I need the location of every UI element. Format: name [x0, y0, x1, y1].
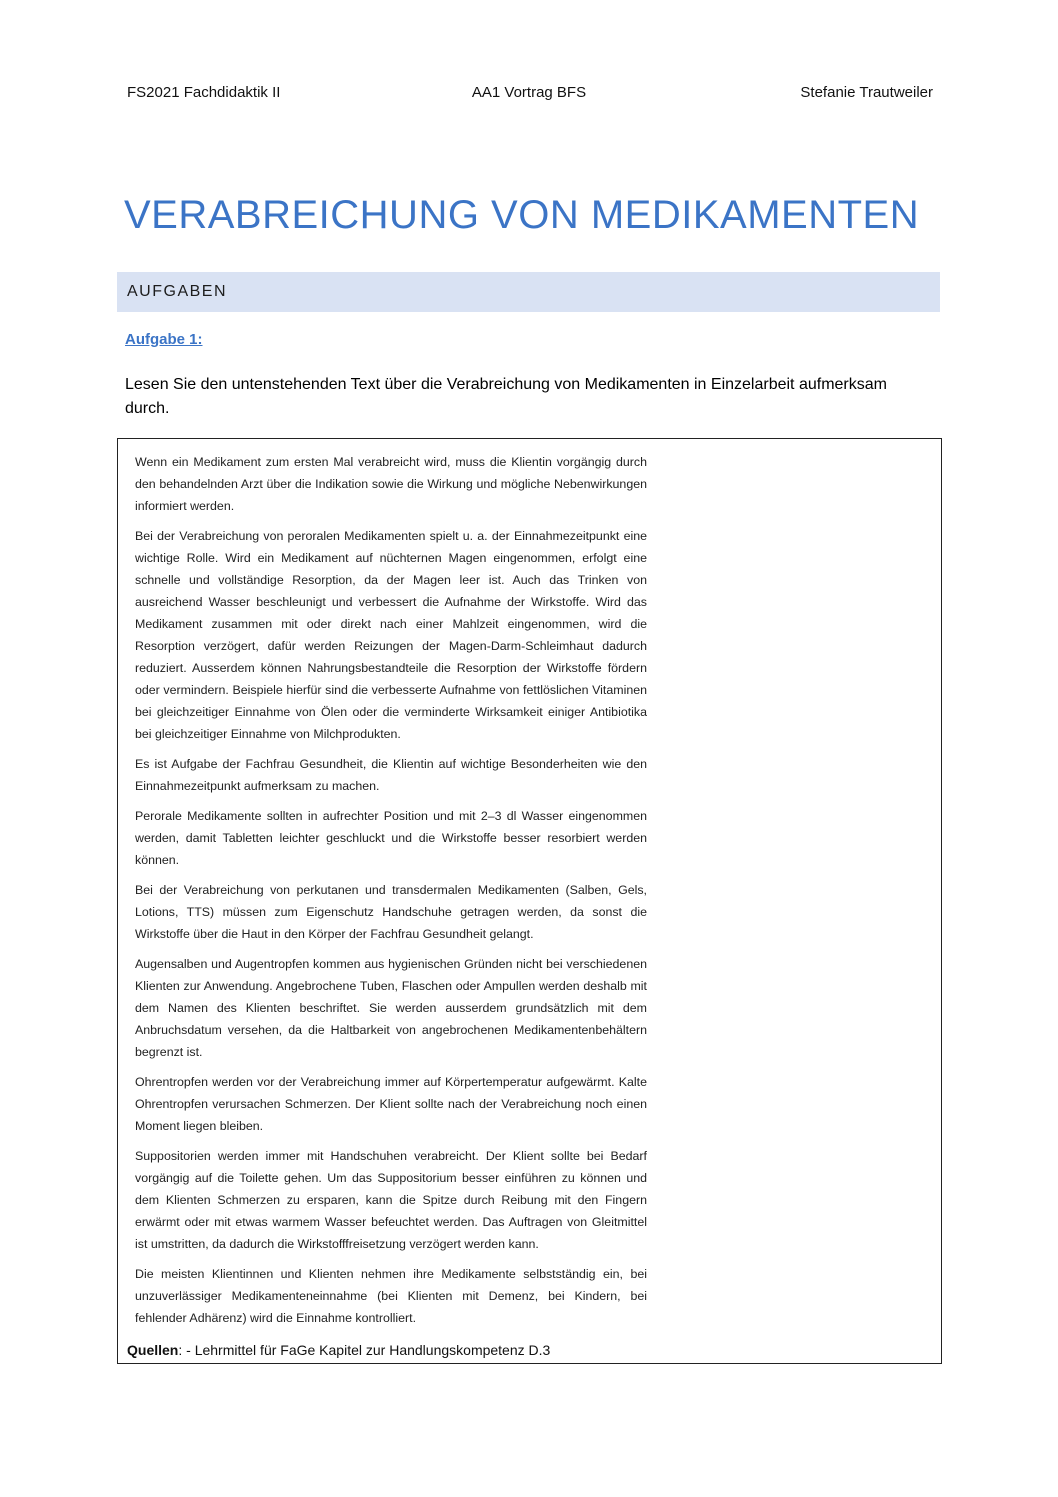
- paragraph: Perorale Medikamente sollten in aufrechter Position und mit 2–3 dl Wasser eingenommen werden, damit Tabletten leichter geschluckt und die Wirkstoffe besser resorbiert werden können.: [135, 809, 647, 867]
- section-heading: AUFGABEN: [117, 272, 940, 312]
- reading-text: [135, 451, 647, 1337]
- paragraph: Bei der Verabreichung von perkutanen und transdermalen Medikamenten (Salben, Gels, Lotions, TTS) müssen zum Eigenschutz Handschuhe getragen werden, da sonst die Wirkstoffe über die Haut in den Körper der Fachfrau Gesundheit gelangt.: [135, 883, 647, 941]
- sources-label: Quellen: [127, 1342, 179, 1358]
- task-label: Aufgabe 1:: [125, 331, 203, 348]
- paragraph: Es ist Aufgabe der Fachfrau Gesundheit, die Klientin auf wichtige Besonderheiten wie den Einnahmezeitpunkt aufmerksam zu machen.: [135, 757, 647, 793]
- sources-text: : - Lehrmittel für FaGe Kapitel zur Handlungskompetenz D.3: [178, 1342, 551, 1358]
- sources-line: [127, 1342, 550, 1358]
- paragraph: Ohrentropfen werden vor der Verabreichung immer auf Körpertemperatur aufgewärmt. Kalte Ohrentropfen verursachen Schmerzen. Der Klient sollte nach der Verabreichung noch einen Moment liegen bleiben.: [135, 1075, 647, 1133]
- document-title: VERABREICHUNG VON MEDIKAMENTEN: [124, 193, 920, 237]
- header-assignment: AA1 Vortrag BFS: [471, 84, 587, 101]
- paragraph: Suppositorien werden immer mit Handschuhen verabreicht. Der Klient sollte bei Bedarf vorgängig auf die Toilette gehen. Um das Suppositorium besser einführen zu können und dem Klienten Schmerzen zu ersparen, kann die Spitze durch Reibung mit den Fingern erwärmt oder mit etwas warmem Wasser befeuchtet werden. Das Auftragen von Gleitmittel ist umstritten, da dadurch die Wirkstofffreisetzung verzögert werden kann.: [135, 1149, 647, 1251]
- task-instruction: Lesen Sie den untenstehenden Text über die Verabreichung von Medikamenten in Einzelarbeit aufmerksam durch.: [125, 376, 887, 417]
- paragraph: Augensalben und Augentropfen kommen aus hygienischen Gründen nicht bei verschiedenen Klienten zur Anwendung. Angebrochene Tuben, Flaschen oder Ampullen werden deshalb mit dem Namen des Klienten beschriftet. Sie werden ausserdem grundsätzlich mit dem Anbruchsdatum versehen, da die Haltbarkeit von angebrochenen Medikamentenbehältern begrenzt ist.: [135, 957, 647, 1059]
- paragraph: Bei der Verabreichung von peroralen Medikamenten spielt u. a. der Einnahmezeitpunkt eine wichtige Rolle. Wird ein Medikament auf nüchternen Magen eingenommen, erfolgt eine schnelle und vollständige Resorption, da der Magen leer ist. Auch das Trinken von ausreichend Wasser beschleunigt und verbessert die Aufnahme der Wirkstoffe. Wird das Medikament zusammen mit oder direkt nach einer Mahlzeit eingenommen, wird die Resorption verzögert, dafür werden Reizungen der Magen-Darm-Schleimhaut dadurch reduziert. Ausserdem können Nahrungsbestandteile die Resorption der Wirkstoffe fördern oder vermindern. Beispiele hierfür sind die verbesserte Aufnahme von fettlöslichen Vitaminen bei gleichzeitiger Einnahme von Ölen oder die verminderte Wirksamkeit einiger Antibiotika bei gleichzeitiger Einnahme von Milchprodukten.: [135, 529, 647, 741]
- paragraph: Wenn ein Medikament zum ersten Mal verabreicht wird, muss die Klientin vorgängig durch den behandelnden Arzt über die Indikation sowie die Wirkung und mögliche Nebenwirkungen informiert werden.: [135, 455, 647, 513]
- header-author: Stefanie Trautweiler: [800, 84, 933, 101]
- header-course: FS2021 Fachdidaktik II: [127, 84, 281, 101]
- paragraph: Die meisten Klientinnen und Klienten nehmen ihre Medikamente selbstständig ein, bei unzuverlässiger Medikamenteneinnahme (bei Klienten mit Demenz, bei Kindern, bei fehlender Adhärenz) wird die Einnahme kontrolliert.: [135, 1267, 647, 1325]
